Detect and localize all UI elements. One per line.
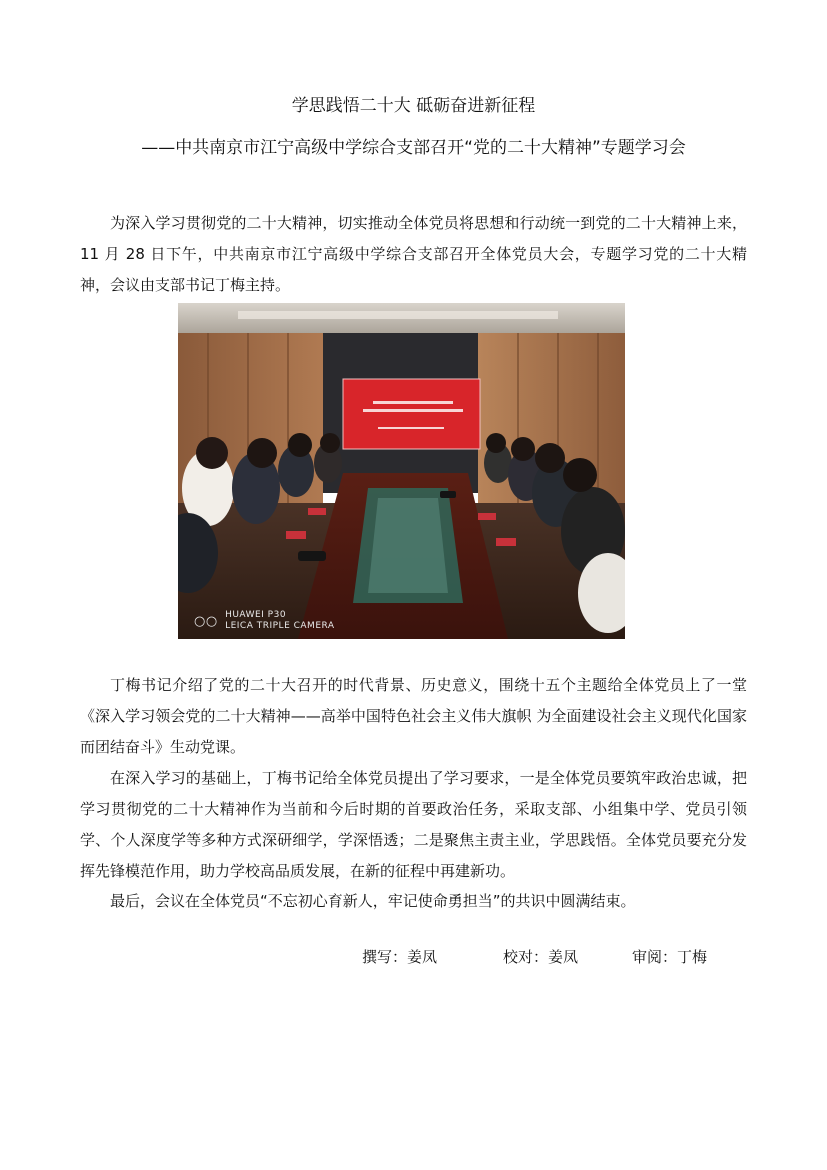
- watermark-line1: HUAWEI P30: [225, 610, 287, 620]
- page-subtitle: ——中共南京市江宁高级中学综合支部召开“党的二十大精神”专题学习会: [141, 138, 686, 158]
- paragraph-intro: 为深入学习贯彻党的二十大精神，切实推动全体党员将思想和行动统一到党的二十大精神上来，11 月 28 日下午，中共南京市江宁高级中学综合支部召开全体党员大会，专题学习党的二十大精神，会议由支部书记丁梅主持。: [80, 214, 747, 294]
- page-title: 学思践悟二十大 砥砺奋进新征程: [291, 96, 536, 116]
- paragraph-lecture: 丁梅书记介绍了党的二十大召开的时代背景、历史意义，围绕十五个主题给全体党员上了一堂《深入学习领会党的二十大精神——高举中国特色社会主义伟大旗帜 为全面建设社会主义现代化国家而团结奋斗》生动党课。: [80, 676, 747, 756]
- paragraph-conclusion: 最后，会议在全体党员“不忘初心育新人，牢记使命勇担当”的共识中圆满结束。: [110, 892, 636, 910]
- camera-watermark: [194, 610, 335, 632]
- paragraph-requirements: 在深入学习的基础上，丁梅书记给全体党员提出了学习要求，一是全体党员要筑牢政治忠诚，把学习贯彻党的二十大精神作为当前和今后时期的首要政治任务，采取支部、小组集中学、党员引领学、个人深度学等多种方式深研细学，学深悟透；二是聚焦主责主业，学思践悟。全体党员要充分发挥先锋模范作用，助力学校高品质发展，在新的征程中再建新功。: [80, 769, 747, 880]
- camera-rings-icon: ○○: [194, 613, 218, 629]
- signature-proofreader: 校对：姜凤: [503, 948, 579, 966]
- signature-reviewer: 审阅：丁梅: [632, 948, 708, 966]
- watermark-line2: LEICA TRIPLE CAMERA: [225, 621, 335, 631]
- meeting-photo: [178, 303, 625, 639]
- signature-writer: 撰写：姜凤: [362, 948, 438, 966]
